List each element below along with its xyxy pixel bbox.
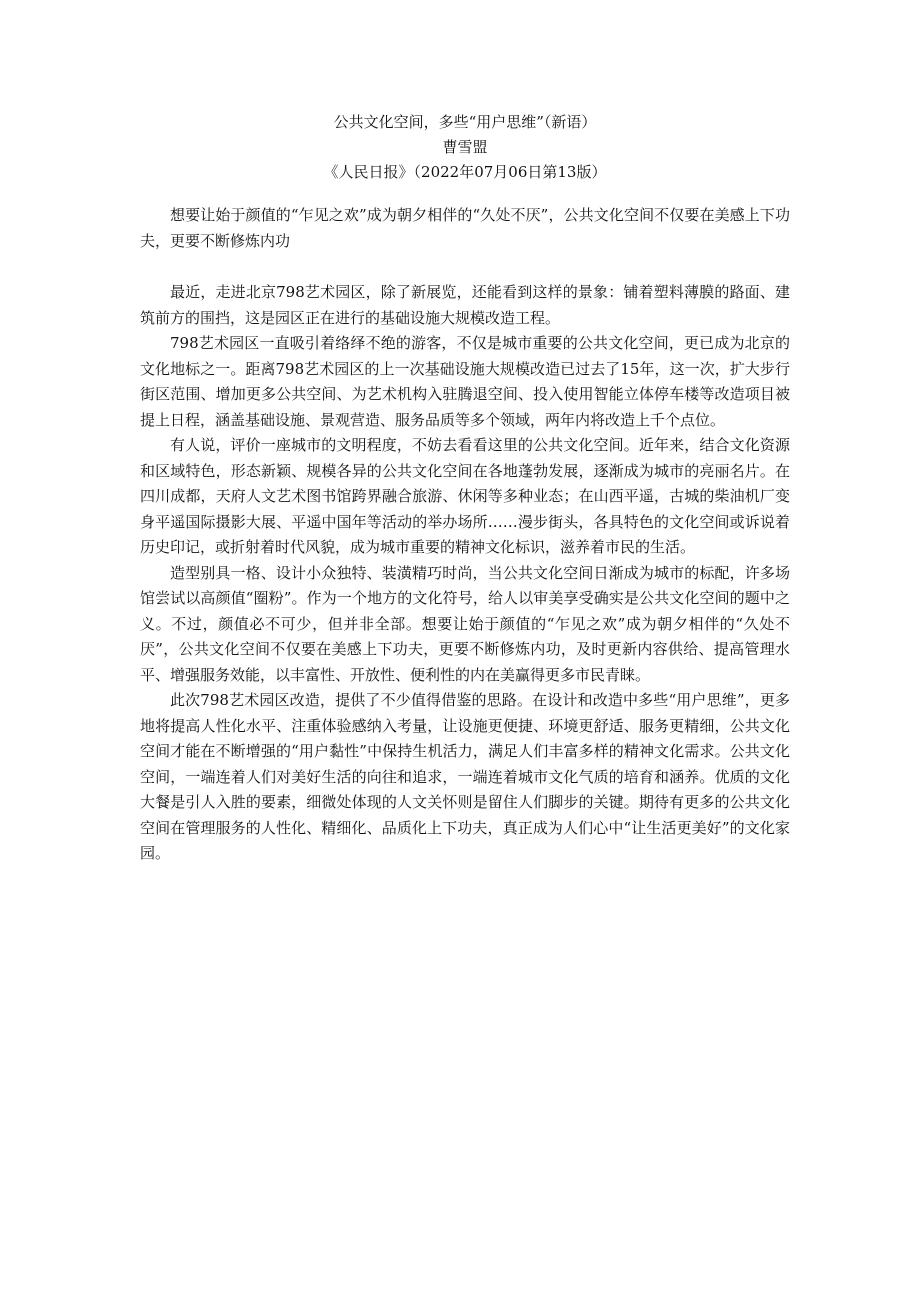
body-paragraph: 最近，走进北京798艺术园区，除了新展览，还能看到这样的景象：铺着塑料薄膜的路面、建筑前方的围挡，这是园区正在进行的基础设施大规模改造工程。 xyxy=(140,283,790,327)
body-paragraph: 此次798艺术园区改造，提供了不少值得借鉴的思路。在设计和改造中多些“用户思维”，更多地将提高人性化水平、注重体验感纳入考量，让设施更便捷、环境更舒适、服务更精细，公共文化空间才能在不断增强的“用户黏性”中保持生机活力，满足人们丰富多样的精神文化需求。公共文化空间，一端连着人们对美好生活的向往和追求，一端连着城市文化气质的培育和涵养。优质的文化大餐是引人入胜的要素，细微处体现的人文关怀则是留住人们脚步的关键。期待有更多的公共文化空间在管理服务的人性化、精细化、品质化上下功夫，真正成为人们心中“让生活更美好”的文化家园。 xyxy=(140,691,790,862)
article-body xyxy=(140,280,790,867)
body-paragraph: 798艺术园区一直吸引着络绎不绝的游客，不仅是城市重要的公共文化空间，更已成为北京的文化地标之一。距离798艺术园区的上一次基础设施大规模改造已过去了15年，这一次，扩大步行街区范围、增加更多公共空间、为艺术机构入驻腾退空间、投入使用智能立体停车楼等改造项目被提上日程，涵盖基础设施、景观营造、服务品质等多个领域，两年内将改造上千个点位。 xyxy=(140,334,790,429)
article-author: 曹雪盟 xyxy=(442,138,488,156)
article xyxy=(140,110,790,867)
body-paragraph: 有人说，评价一座城市的文明程度，不妨去看看这里的公共文化空间。近年来，结合文化资源和区域特色，形态新颖、规模各异的公共文化空间在各地蓬勃发展，逐渐成为城市的亮丽名片。在四川成都，天府人文艺术图书馆跨界融合旅游、休闲等多种业态；在山西平遥，古城的柴油机厂变身平遥国际摄影大展、平遥中国年等活动的举办场所……漫步街头，各具特色的文化空间或诉说着历史印记，或折射着时代风貌，成为城市重要的精神文化标识，滋养着市民的生活。 xyxy=(140,436,790,556)
article-lede: 想要让始于颜值的“乍见之欢”成为朝夕相伴的“久处不厌”，公共文化空间不仅要在美感上下功夫，更要不断修炼内功 xyxy=(140,206,790,250)
article-source: 《人民日报》（2022年07月06日第13版） xyxy=(323,163,607,181)
body-paragraph: 造型别具一格、设计小众独特、装潢精巧时尚，当公共文化空间日渐成为城市的标配，许多场馆尝试以高颜值“圈粉”。作为一个地方的文化符号，给人以审美享受确实是公共文化空间的题中之义。不过，颜值必不可少，但并非全部。想要让始于颜值的“乍见之欢”成为朝夕相伴的“久处不厌”，公共文化空间不仅要在美感上下功夫，更要不断修炼内功，及时更新内容供给、提高管理水平、增强服务效能，以丰富性、开放性、便利性的内在美赢得更多市民青睐。 xyxy=(140,563,790,684)
article-header xyxy=(140,110,790,185)
article-title: 公共文化空间，多些“用户思维”（新语） xyxy=(333,113,597,131)
